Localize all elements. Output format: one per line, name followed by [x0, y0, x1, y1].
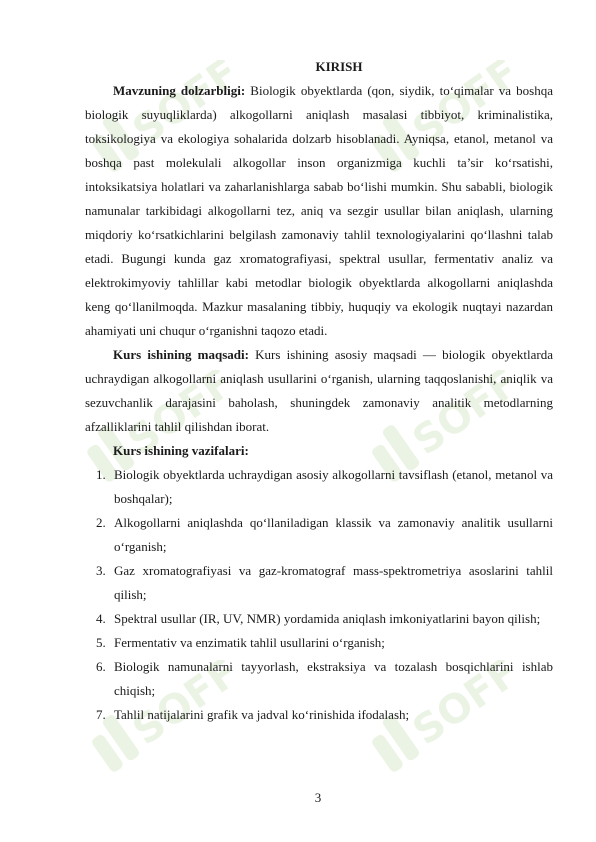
svg-text:SOFF: SOFF — [404, 660, 510, 755]
svg-text:SOFF: SOFF — [119, 370, 225, 465]
list-item-number: 5. — [96, 635, 106, 650]
list-item-number: 1. — [96, 467, 106, 482]
svg-text:SOFF: SOFF — [404, 370, 510, 465]
list-item — [85, 703, 553, 727]
intro-text: Biologik obyektlarda (qon, siydik, to‘qimalar va boshqa biologik suyuqliklarda) alkogollarni aniqlash masalasi tibbiyot, kriminalistika, toksikologiya va ekologiya sohalarida dolzarb hisoblanadi. Ayniqsa, etanol, metanol va boshqa past molekulali alkogollar inson organizmiga kuchli ta’sir ko‘rsatishi, intoksikatsiya holatlari va zaharlanishlarga sabab bo‘lishi mumkin. Shu sababli, biologik namunalar tarkibidagi alkogollarni tez, aniq va sezgir usullar bilan aniqlash, ularning miqdoriy ko‘rsatkichlarini belgilash zamonaviy tahlil texnologiyalarini qo‘llashni talab etadi. Bugungi kunda gaz xromatografiyasi, spektral usullar, fermentativ analiz va elektrokimyoviy tahlillar kabi metodlar biologik obyektlarda alkogollarni aniqlashda keng qo‘llanilmoqda. Mazkur masalaning tibbiy, huquqiy va ekologik nuqtayi nazardan ahamiyati uni chuqur o‘rganishni taqozo etadi. — [85, 83, 553, 338]
list-item-number: 7. — [96, 707, 106, 722]
page-number: 3 — [314, 790, 322, 805]
svg-text:SOFF: SOFF — [124, 60, 230, 155]
list-item-text: Fermentativ va enzimatik tahlil usullarini o‘rganish; — [114, 635, 385, 650]
list-item — [85, 607, 553, 631]
list-item-number: 6. — [96, 659, 106, 674]
svg-text:SOFF: SOFF — [404, 60, 510, 155]
tasks-list — [85, 463, 553, 727]
list-item-text: Spektral usullar (IR, UV, NMR) yordamida aniqlash imkoniyatlarini bayon qilish; — [114, 611, 541, 626]
document-page — [85, 55, 553, 727]
list-item — [85, 559, 553, 607]
list-item-text: Biologik namunalarni tayyorlash, ekstraksiya va tozalash bosqichlarini ishlab chiqish; — [114, 659, 553, 698]
list-item-text: Gaz xromatografiyasi va gaz-kromatograf mass-spektrometriya asoslarini tahlil qilish; — [114, 563, 553, 602]
list-item-number: 2. — [96, 515, 106, 530]
goal-text: Kurs ishining asosiy maqsadi — biologik obyektlarda uchraydigan alkogollarni aniqlash usullarini o‘rganish, ularning taqqoslanishi, aniqlik va sezuvchanlik darajasini baholash, shuningdek zamonaviy analitik metodlarning afzalliklarini tahlil qilishdan iborat. — [85, 347, 553, 434]
list-item — [85, 463, 553, 511]
list-item-text: Alkogollarni aniqlashda qo‘llaniladigan klassik va zamonaviy analitik usullarni o‘rganish; — [114, 515, 553, 554]
list-item — [85, 655, 553, 703]
list-item-text: Tahlil natijalarini grafik va jadval ko‘rinishida ifodalash; — [114, 707, 410, 722]
list-item — [85, 631, 553, 655]
goal-lead: Kurs ishining maqsadi: — [113, 347, 249, 362]
svg-text:SOFF: SOFF — [124, 660, 230, 755]
intro-lead: Mavzuning dolzarbligi: — [113, 83, 246, 98]
intro-paragraph — [85, 79, 553, 343]
goal-paragraph — [85, 343, 553, 439]
tasks-title: Kurs ishining vazifalari: — [113, 443, 249, 458]
list-item-number: 4. — [96, 611, 106, 626]
list-item-number: 3. — [96, 563, 106, 578]
page-title: KIRISH — [315, 59, 363, 74]
list-item-text: Biologik obyektlarda uchraydigan asosiy alkogollarni tavsiflash (etanol, metanol va boshqalar); — [114, 467, 553, 506]
list-item — [85, 511, 553, 559]
